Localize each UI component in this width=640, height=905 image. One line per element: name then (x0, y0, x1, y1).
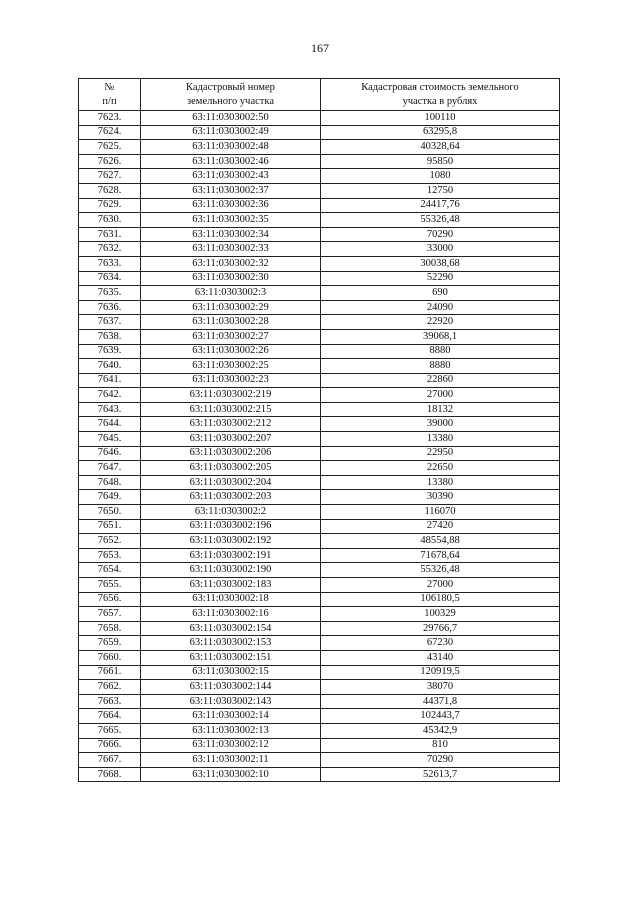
cadastral-number-cell: 63:11:0303002:48 (141, 140, 321, 155)
row-number-cell: 7656. (79, 592, 141, 607)
table-row (79, 402, 560, 417)
row-number-cell: 7648. (79, 475, 141, 490)
cadastral-cost-cell: 55326,48 (321, 213, 560, 228)
table-row (79, 636, 560, 651)
table-row (79, 213, 560, 228)
row-number-cell: 7638. (79, 329, 141, 344)
table-row (79, 446, 560, 461)
table-row (79, 344, 560, 359)
row-number-cell: 7626. (79, 154, 141, 169)
cadastral-cost-cell: 45342,9 (321, 723, 560, 738)
row-number-cell: 7641. (79, 373, 141, 388)
header-cost-line1: Кадастровая стоимость земельного (361, 81, 519, 93)
cadastral-cost-cell: 13380 (321, 475, 560, 490)
table-row (79, 650, 560, 665)
page-number: 167 (311, 41, 329, 55)
header-cadastral-line1: Кадастровый номер (186, 81, 275, 93)
table-row (79, 111, 560, 126)
cadastral-cost-cell: 27000 (321, 578, 560, 593)
header-cadastral-cost (321, 79, 560, 111)
cadastral-number-cell: 63:11:0303002:26 (141, 344, 321, 359)
table-row (79, 680, 560, 695)
row-number-cell: 7667. (79, 753, 141, 768)
row-number-cell: 7664. (79, 709, 141, 724)
cadastral-number-cell: 63:11:0303002:49 (141, 125, 321, 140)
cadastral-cost-cell: 22920 (321, 315, 560, 330)
table-row (79, 388, 560, 403)
table-row (79, 563, 560, 578)
table-row (79, 607, 560, 622)
cadastral-number-cell: 63:11:0303002:204 (141, 475, 321, 490)
cadastral-cost-cell: 39068,1 (321, 329, 560, 344)
table-row (79, 198, 560, 213)
table-row (79, 723, 560, 738)
row-number-cell: 7647. (79, 461, 141, 476)
cadastral-cost-cell: 33000 (321, 242, 560, 257)
cadastral-number-cell: 63:11:0303002:18 (141, 592, 321, 607)
cadastral-number-cell: 63:11:0303002:50 (141, 111, 321, 126)
table-row (79, 183, 560, 198)
row-number-cell: 7650. (79, 505, 141, 520)
cadastral-number-cell: 63:11:0303002:27 (141, 329, 321, 344)
cadastral-number-cell: 63:11:0303002:11 (141, 753, 321, 768)
cadastral-number-cell: 63:11:0303002:12 (141, 738, 321, 753)
cadastral-cost-cell: 810 (321, 738, 560, 753)
cadastral-number-cell: 63:11:0303002:46 (141, 154, 321, 169)
header-cadastral-number (141, 79, 321, 111)
cadastral-number-cell: 63:11:0303002:34 (141, 227, 321, 242)
cadastral-cost-cell: 27000 (321, 388, 560, 403)
table-row (79, 578, 560, 593)
cadastral-cost-cell: 52613,7 (321, 767, 560, 782)
row-number-cell: 7640. (79, 359, 141, 374)
cadastral-cost-cell: 100110 (321, 111, 560, 126)
table-row (79, 417, 560, 432)
cadastral-number-cell: 63:11:0303002:153 (141, 636, 321, 651)
cadastral-cost-cell: 40328,64 (321, 140, 560, 155)
cadastral-number-cell: 63:11:0303002:10 (141, 767, 321, 782)
cadastral-number-cell: 63:11:0303002:212 (141, 417, 321, 432)
cadastral-number-cell: 63:11:0303002:43 (141, 169, 321, 184)
row-number-cell: 7623. (79, 111, 141, 126)
cadastral-cost-cell: 102443,7 (321, 709, 560, 724)
table-row (79, 227, 560, 242)
cadastral-cost-cell: 1080 (321, 169, 560, 184)
cadastral-number-cell: 63:11:0303002:205 (141, 461, 321, 476)
cadastral-number-cell: 63:11:0303002:151 (141, 650, 321, 665)
row-number-cell: 7653. (79, 548, 141, 563)
table-row (79, 694, 560, 709)
cadastral-number-cell: 63:11:0303002:203 (141, 490, 321, 505)
cadastral-number-cell: 63:11:0303002:36 (141, 198, 321, 213)
table-row (79, 315, 560, 330)
row-number-cell: 7646. (79, 446, 141, 461)
cadastral-number-cell: 63:11:0303002:29 (141, 300, 321, 315)
cadastral-cost-cell: 22650 (321, 461, 560, 476)
cadastral-cost-cell: 116070 (321, 505, 560, 520)
row-number-cell: 7635. (79, 286, 141, 301)
cadastral-cost-cell: 70290 (321, 753, 560, 768)
table-row (79, 154, 560, 169)
cadastral-cost-cell: 43140 (321, 650, 560, 665)
table-row (79, 169, 560, 184)
cadastral-cost-cell: 8880 (321, 359, 560, 374)
cadastral-cost-cell: 12750 (321, 183, 560, 198)
row-number-cell: 7649. (79, 490, 141, 505)
row-number-cell: 7668. (79, 767, 141, 782)
header-number-line1: № (104, 81, 115, 93)
header-cost-line2: участка в рублях (402, 95, 478, 107)
cadastral-cost-cell: 22860 (321, 373, 560, 388)
cadastral-number-cell: 63:11:0303002:191 (141, 548, 321, 563)
row-number-cell: 7657. (79, 607, 141, 622)
table-row (79, 373, 560, 388)
row-number-cell: 7663. (79, 694, 141, 709)
row-number-cell: 7658. (79, 621, 141, 636)
row-number-cell: 7665. (79, 723, 141, 738)
table-row (79, 767, 560, 782)
row-number-cell: 7642. (79, 388, 141, 403)
cadastral-cost-cell: 22950 (321, 446, 560, 461)
row-number-cell: 7662. (79, 680, 141, 695)
cadastral-number-cell: 63:11:0303002:207 (141, 432, 321, 447)
cadastral-number-cell: 63:11:0303002:215 (141, 402, 321, 417)
cadastral-number-cell: 63:11:0303002:33 (141, 242, 321, 257)
cadastral-cost-cell: 106180,5 (321, 592, 560, 607)
table-row (79, 490, 560, 505)
table-row (79, 256, 560, 271)
table-row (79, 125, 560, 140)
table-row (79, 242, 560, 257)
row-number-cell: 7655. (79, 578, 141, 593)
table-row (79, 300, 560, 315)
cadastral-number-cell: 63:11:0303002:143 (141, 694, 321, 709)
header-number (79, 79, 141, 111)
cadastral-number-cell: 63:11:0303002:144 (141, 680, 321, 695)
cadastral-number-cell: 63:11:0303002:183 (141, 578, 321, 593)
cadastral-cost-cell: 70290 (321, 227, 560, 242)
table-row (79, 548, 560, 563)
cadastral-cost-cell: 38070 (321, 680, 560, 695)
table-row (79, 519, 560, 534)
cadastral-number-cell: 63:11:0303002:154 (141, 621, 321, 636)
table-row (79, 534, 560, 549)
cadastral-number-cell: 63:11:0303002:32 (141, 256, 321, 271)
cadastral-cost-cell: 52290 (321, 271, 560, 286)
cadastral-cost-cell: 44371,8 (321, 694, 560, 709)
cadastral-number-cell: 63:11:0303002:37 (141, 183, 321, 198)
cadastral-number-cell: 63:11:0303002:23 (141, 373, 321, 388)
row-number-cell: 7630. (79, 213, 141, 228)
table-row (79, 709, 560, 724)
row-number-cell: 7652. (79, 534, 141, 549)
cadastral-cost-cell: 100329 (321, 607, 560, 622)
table-row (79, 140, 560, 155)
row-number-cell: 7639. (79, 344, 141, 359)
table-row (79, 329, 560, 344)
row-number-cell: 7625. (79, 140, 141, 155)
cadastral-cost-cell: 24090 (321, 300, 560, 315)
row-number-cell: 7631. (79, 227, 141, 242)
cadastral-cost-cell: 120919,5 (321, 665, 560, 680)
table-row (79, 738, 560, 753)
row-number-cell: 7661. (79, 665, 141, 680)
row-number-cell: 7634. (79, 271, 141, 286)
table-header-row (79, 79, 560, 111)
cadastral-cost-cell: 55326,48 (321, 563, 560, 578)
row-number-cell: 7659. (79, 636, 141, 651)
cadastral-number-cell: 63:11:0303002:15 (141, 665, 321, 680)
cadastral-cost-cell: 48554,88 (321, 534, 560, 549)
row-number-cell: 7632. (79, 242, 141, 257)
row-number-cell: 7643. (79, 402, 141, 417)
row-number-cell: 7660. (79, 650, 141, 665)
table-body (79, 111, 560, 782)
cadastral-number-cell: 63:11:0303002:192 (141, 534, 321, 549)
header-number-line2: п/п (102, 95, 117, 107)
cadastral-number-cell: 63:11:0303002:206 (141, 446, 321, 461)
table-row (79, 621, 560, 636)
row-number-cell: 7645. (79, 432, 141, 447)
cadastral-cost-cell: 13380 (321, 432, 560, 447)
row-number-cell: 7654. (79, 563, 141, 578)
cadastral-number-cell: 63:11:0303002:35 (141, 213, 321, 228)
cadastral-cost-cell: 27420 (321, 519, 560, 534)
header-cadastral-line2: земельного участка (187, 95, 274, 107)
row-number-cell: 7666. (79, 738, 141, 753)
cadastral-number-cell: 63:11:0303002:16 (141, 607, 321, 622)
cadastral-number-cell: 63:11:0303002:219 (141, 388, 321, 403)
table-row (79, 461, 560, 476)
table-row (79, 286, 560, 301)
cadastral-cost-cell: 71678,64 (321, 548, 560, 563)
cadastral-number-cell: 63:11:0303002:14 (141, 709, 321, 724)
cadastral-cost-cell: 18132 (321, 402, 560, 417)
cadastral-cost-cell: 63295,8 (321, 125, 560, 140)
cadastral-cost-cell: 95850 (321, 154, 560, 169)
cadastral-cost-cell: 30390 (321, 490, 560, 505)
cadastral-number-cell: 63:11:0303002:3 (141, 286, 321, 301)
cadastral-number-cell: 63:11:0303002:190 (141, 563, 321, 578)
table-row (79, 505, 560, 520)
row-number-cell: 7629. (79, 198, 141, 213)
table-row (79, 432, 560, 447)
table-row (79, 665, 560, 680)
cadastral-cost-cell: 39000 (321, 417, 560, 432)
cadastral-cost-cell: 67230 (321, 636, 560, 651)
row-number-cell: 7636. (79, 300, 141, 315)
cadastral-cost-cell: 690 (321, 286, 560, 301)
cadastral-cost-cell: 29766,7 (321, 621, 560, 636)
row-number-cell: 7633. (79, 256, 141, 271)
cadastral-cost-cell: 8880 (321, 344, 560, 359)
table-row (79, 753, 560, 768)
row-number-cell: 7644. (79, 417, 141, 432)
row-number-cell: 7627. (79, 169, 141, 184)
cadastral-cost-cell: 24417,76 (321, 198, 560, 213)
cadastral-number-cell: 63:11:0303002:13 (141, 723, 321, 738)
cadastral-number-cell: 63:11:0303002:30 (141, 271, 321, 286)
table-row (79, 592, 560, 607)
row-number-cell: 7637. (79, 315, 141, 330)
cadastral-number-cell: 63:11:0303002:196 (141, 519, 321, 534)
cadastral-number-cell: 63:11:0303002:28 (141, 315, 321, 330)
row-number-cell: 7651. (79, 519, 141, 534)
row-number-cell: 7628. (79, 183, 141, 198)
table-row (79, 475, 560, 490)
cadastral-number-cell: 63:11:0303002:25 (141, 359, 321, 374)
cadastral-value-table (78, 78, 560, 782)
row-number-cell: 7624. (79, 125, 141, 140)
cadastral-cost-cell: 30038,68 (321, 256, 560, 271)
table-row (79, 271, 560, 286)
cadastral-number-cell: 63:11:0303002:2 (141, 505, 321, 520)
table-row (79, 359, 560, 374)
